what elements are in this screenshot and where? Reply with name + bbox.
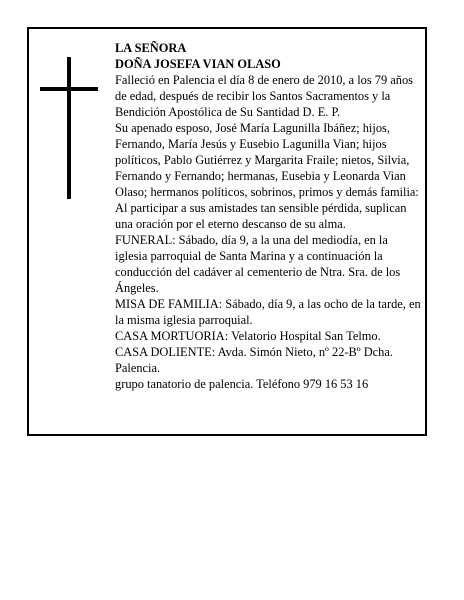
title-line-1: LA SEÑORA: [115, 41, 187, 55]
funeral-info: FUNERAL: Sábado, día 9, a la una del mediodía, en la iglesia parroquial de Santa Marina y a continuación la conducción del cadáver al cementerio de Ntra. Sra. de los Ángeles.: [115, 233, 401, 295]
death-announcement: Falleció en Palencia el día 8 de enero de 2010, a los 79 años de edad, después de recibir los Santos Sacramentos y la Bendición Apostólica de Su Santidad D. E. P.: [115, 73, 413, 119]
funeral-home-contact: grupo tanatorio de palencia. Teléfono 979 16 53 16: [115, 377, 369, 391]
mortuary-house: CASA MORTUORIA: Velatorio Hospital San Telmo.: [115, 329, 381, 343]
cross-icon-bar: [40, 87, 98, 91]
obituary-text: [115, 40, 421, 392]
title-line-2: DOÑA JOSEFA VIAN OLASO: [115, 57, 281, 71]
family-mass-info: MISA DE FAMILIA: Sábado, día 9, a las ocho de la tarde, en la misma iglesia parroquial.: [115, 297, 421, 327]
mourning-house: CASA DOLIENTE: Avda. Simón Nieto, nº 22-Bº Dcha. Palencia.: [115, 345, 393, 375]
cross-icon: [67, 57, 71, 199]
obituary-frame: [27, 27, 427, 436]
prayer-request: Al participar a sus amistades tan sensible pérdida, suplican una oración por el eterno descanso de su alma.: [115, 201, 407, 231]
family-list: Su apenado esposo, José María Lagunilla Ibáñez; hijos, Fernando, María Jesús y Eusebio Lagunilla Vian; hijos políticos, Pablo Gutiérrez y Margarita Fraile; nietos, Silvia, Fernando y Fernando; hermanas, Eusebia y Leonarda Vian Olaso; hermanos políticos, sobrinos, primos y demás familia:: [115, 121, 419, 199]
